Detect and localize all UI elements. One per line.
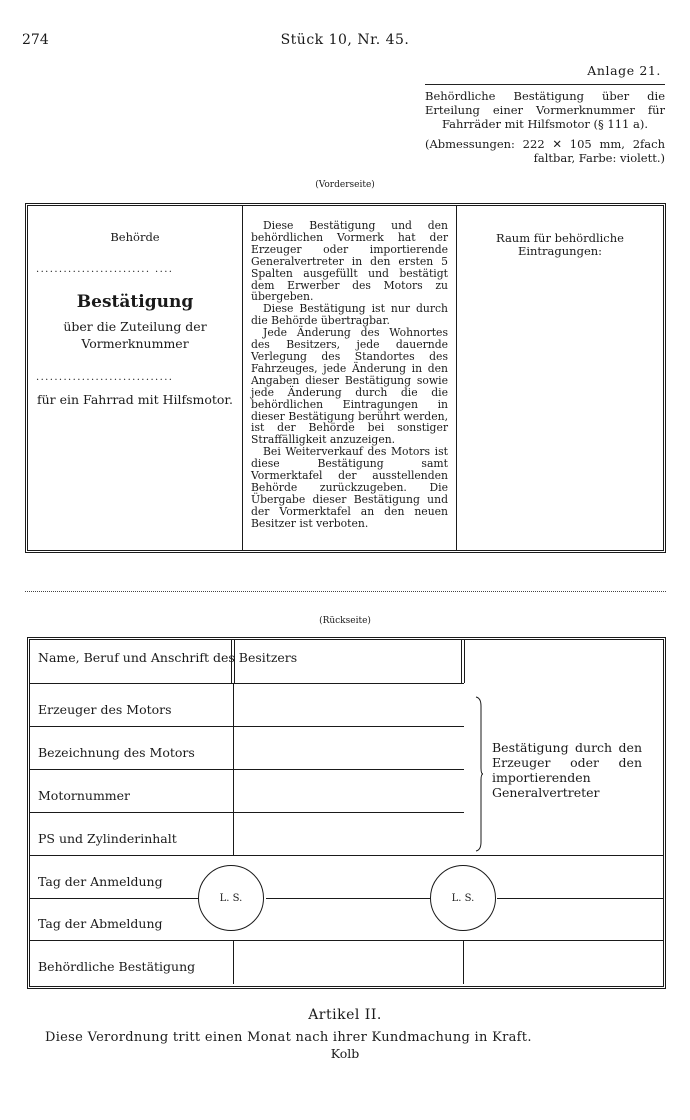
- row-label-registration-date: Tag der Anmeldung: [38, 874, 163, 889]
- front-column-certificate: [28, 206, 243, 550]
- seal-circle: [430, 865, 496, 931]
- instruction-paragraph: Diese Bestätigung und den behördlichen Vormerk hat der Erzeuger oder importierende Generalvertreter in den ersten 5 Spalten ausgefüllt und bestätigt dem Erwerber des Motors zu übergeben.: [251, 219, 448, 304]
- running-header: Stück 10, Nr. 45.: [280, 32, 410, 48]
- row-divider: [30, 769, 464, 770]
- front-form: [25, 203, 666, 553]
- certificate-title: Bestätigung: [76, 292, 194, 312]
- row-divider: [30, 940, 663, 941]
- annex-dimensions: (Abmessungen: 222 ✕ 105 mm, 2fach faltbar, Farbe: violett.): [425, 137, 665, 165]
- row-divider: [30, 683, 464, 684]
- row-label-motor-number: Motornummer: [38, 788, 131, 803]
- column-divider: [464, 640, 465, 683]
- row-divider: [30, 855, 663, 856]
- signature: Kolb: [330, 1046, 360, 1061]
- instruction-paragraph: Diese Bestätigung ist nur durch die Behörde übertragbar.: [251, 302, 448, 328]
- instruction-paragraph: Jede Änderung des Wohnortes des Besitzers, jede dauernde Verlegung des Standortes des Fahrzeuges, jede Änderung in den Angaben dieser Bestätigung sowie jede Änderung durch die die behördlichen Eintragungen in dieser Bestätigung berührt werden, ist der Behörde bei sonstiger Straffälligkeit anzuzeigen.: [251, 326, 448, 447]
- column-divider: [461, 640, 462, 683]
- row-label-owner: Name, Beruf und Anschrift des Besitzers: [38, 650, 298, 665]
- authority-label: Behörde: [110, 230, 160, 244]
- back-form: [27, 637, 666, 989]
- column-divider: [463, 940, 464, 984]
- authority-entries-title: Raum für behördliche Eintragungen:: [496, 231, 624, 258]
- authority-dots: ......................... ....: [36, 264, 174, 275]
- seal-label: L. S.: [219, 892, 243, 904]
- article-text: Diese Verordnung tritt einen Monat nach ihrer Kundmachung in Kraft.: [45, 1030, 532, 1045]
- instructions-text: [251, 220, 448, 530]
- certificate-bottom: für ein Fahrrad mit Hilfsmotor.: [36, 392, 234, 407]
- annex-rule: [425, 84, 665, 85]
- row-label-designation: Bezeichnung des Motors: [38, 745, 195, 760]
- column-divider: [233, 940, 234, 984]
- article-title: Artikel II.: [308, 1007, 382, 1023]
- brace-icon: [475, 696, 483, 852]
- cut-line: [25, 591, 666, 592]
- back-side-label: (Rückseite): [319, 616, 371, 626]
- registration-line: [497, 898, 663, 899]
- front-column-instructions: [243, 206, 457, 550]
- front-column-authority-entries: [457, 206, 663, 550]
- number-dots: ..............................: [36, 372, 174, 383]
- row-label-horsepower: PS und Zylinderinhalt: [38, 831, 177, 846]
- instruction-paragraph: Bei Weiterverkauf des Motors ist diese Bestätigung samt Vormerktafel der ausstellenden Behörde zurückzugeben. Die Übergabe dieser Bestätigung und der Vormerktafel an den neuen Besitzer ist verboten.: [251, 445, 448, 530]
- front-side-label: (Vorderseite): [315, 180, 375, 190]
- row-label-authority-confirmation: Behördliche Bestätigung: [38, 959, 196, 974]
- registration-line: [266, 898, 430, 899]
- annex-block: [425, 64, 665, 165]
- page-number: 274: [22, 32, 49, 48]
- row-label-manufacturer: Erzeuger des Motors: [38, 702, 172, 717]
- manufacturer-confirmation-text: Bestätigung durch den Erzeuger oder den importierenden Generalvertreter: [492, 740, 642, 800]
- row-divider: [30, 812, 464, 813]
- seal-label: L. S.: [451, 892, 475, 904]
- row-label-deregistration-date: Tag der Abmeldung: [38, 916, 163, 931]
- annex-title: Anlage 21.: [587, 63, 661, 78]
- certificate-subtitle: über die Zuteilung der Vormerknummer: [63, 319, 207, 351]
- row-divider: [30, 898, 200, 899]
- seal-circle: [198, 865, 264, 931]
- annex-description: Behördliche Bestätigung über die Erteilung einer Vormerknummer für Fahrräder mit Hilfsmotor (§ 111 a).: [425, 89, 665, 131]
- row-divider: [30, 726, 464, 727]
